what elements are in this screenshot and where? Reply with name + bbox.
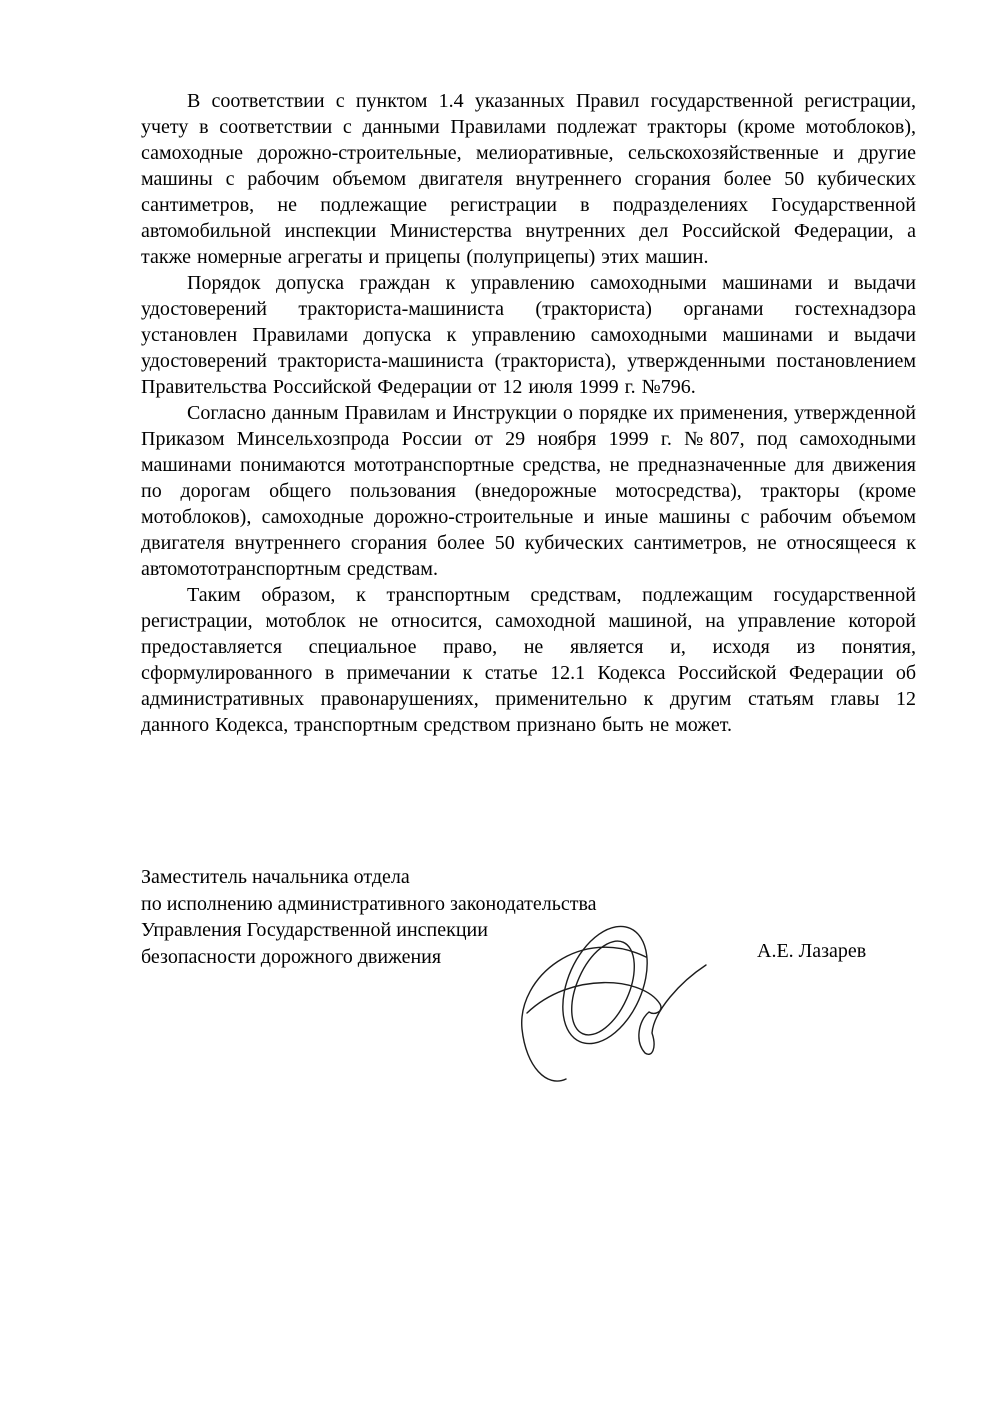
- paragraph-2: Порядок допуска граждан к управлению самоходными машинами и выдачи удостоверений тракториста-машиниста (тракториста) органами гостехнадзора установлен Правилами допуска к управлению самоходными машинами и выдачи удостоверений тракториста-машиниста (тракториста), утвержденными постановлением Правительства Российской Федерации от 12 июля 1999 г. №796.: [141, 272, 916, 398]
- paragraph-1: В соответствии с пунктом 1.4 указанных Правил государственной регистрации, учету в соответствии с данными Правилами подлежат тракторы (кроме мотоблоков), самоходные дорожно-строительные, мелиоративные, сельскохозяйственные и другие машины с рабочим объемом двигателя внутреннего сгорания более 50 кубических сантиметров, не подлежащие регистрации в подразделениях Государственной автомобильной инспекции Министерства внутренних дел Российской Федерации, а также номерные агрегаты и прицепы (полуприцепы) этих машин.: [141, 90, 916, 268]
- paragraph-3: Согласно данным Правилам и Инструкции о порядке их применения, утвержденной Приказом Минсельхозпрода России от 29 ноября 1999 г. №807, под самоходными машинами понимаются мототранспортные средства, не предназначенные для движения по дорогам общего пользования (внедорожные мотосредства), тракторы (кроме мотоблоков), самоходные дорожно-строительные и иные машины с рабочим объемом двигателя внутреннего сгорания более 50 кубических сантиметров, не относящееся к автомототранспортным средствам.: [141, 402, 916, 580]
- signer-title-line-4: безопасности дорожного движения: [141, 945, 442, 968]
- signer-title-line-3: Управления Государственной инспекции: [141, 919, 488, 941]
- signer-title-line-2: по исполнению административного законодательства: [141, 892, 597, 915]
- signer-title-line-1: Заместитель начальника отдела: [141, 866, 410, 888]
- paragraph-4: Таким образом, к транспортным средствам, подлежащим государственной регистрации, мотоблок не относится, самоходной машиной, на управление которой предоставляется специальное право, не является и, исходя из понятия, сформулированного в примечании к статье 12.1 Кодекса Российской Федерации об административных правонарушениях, применительно к другим статьям главы 12 данного Кодекса, транспортным средством признано быть не может.: [141, 584, 916, 736]
- handwritten-signature-icon: [503, 915, 718, 1090]
- document-body: [141, 88, 916, 738]
- signer-name: А.Е. Лазарев: [757, 940, 867, 962]
